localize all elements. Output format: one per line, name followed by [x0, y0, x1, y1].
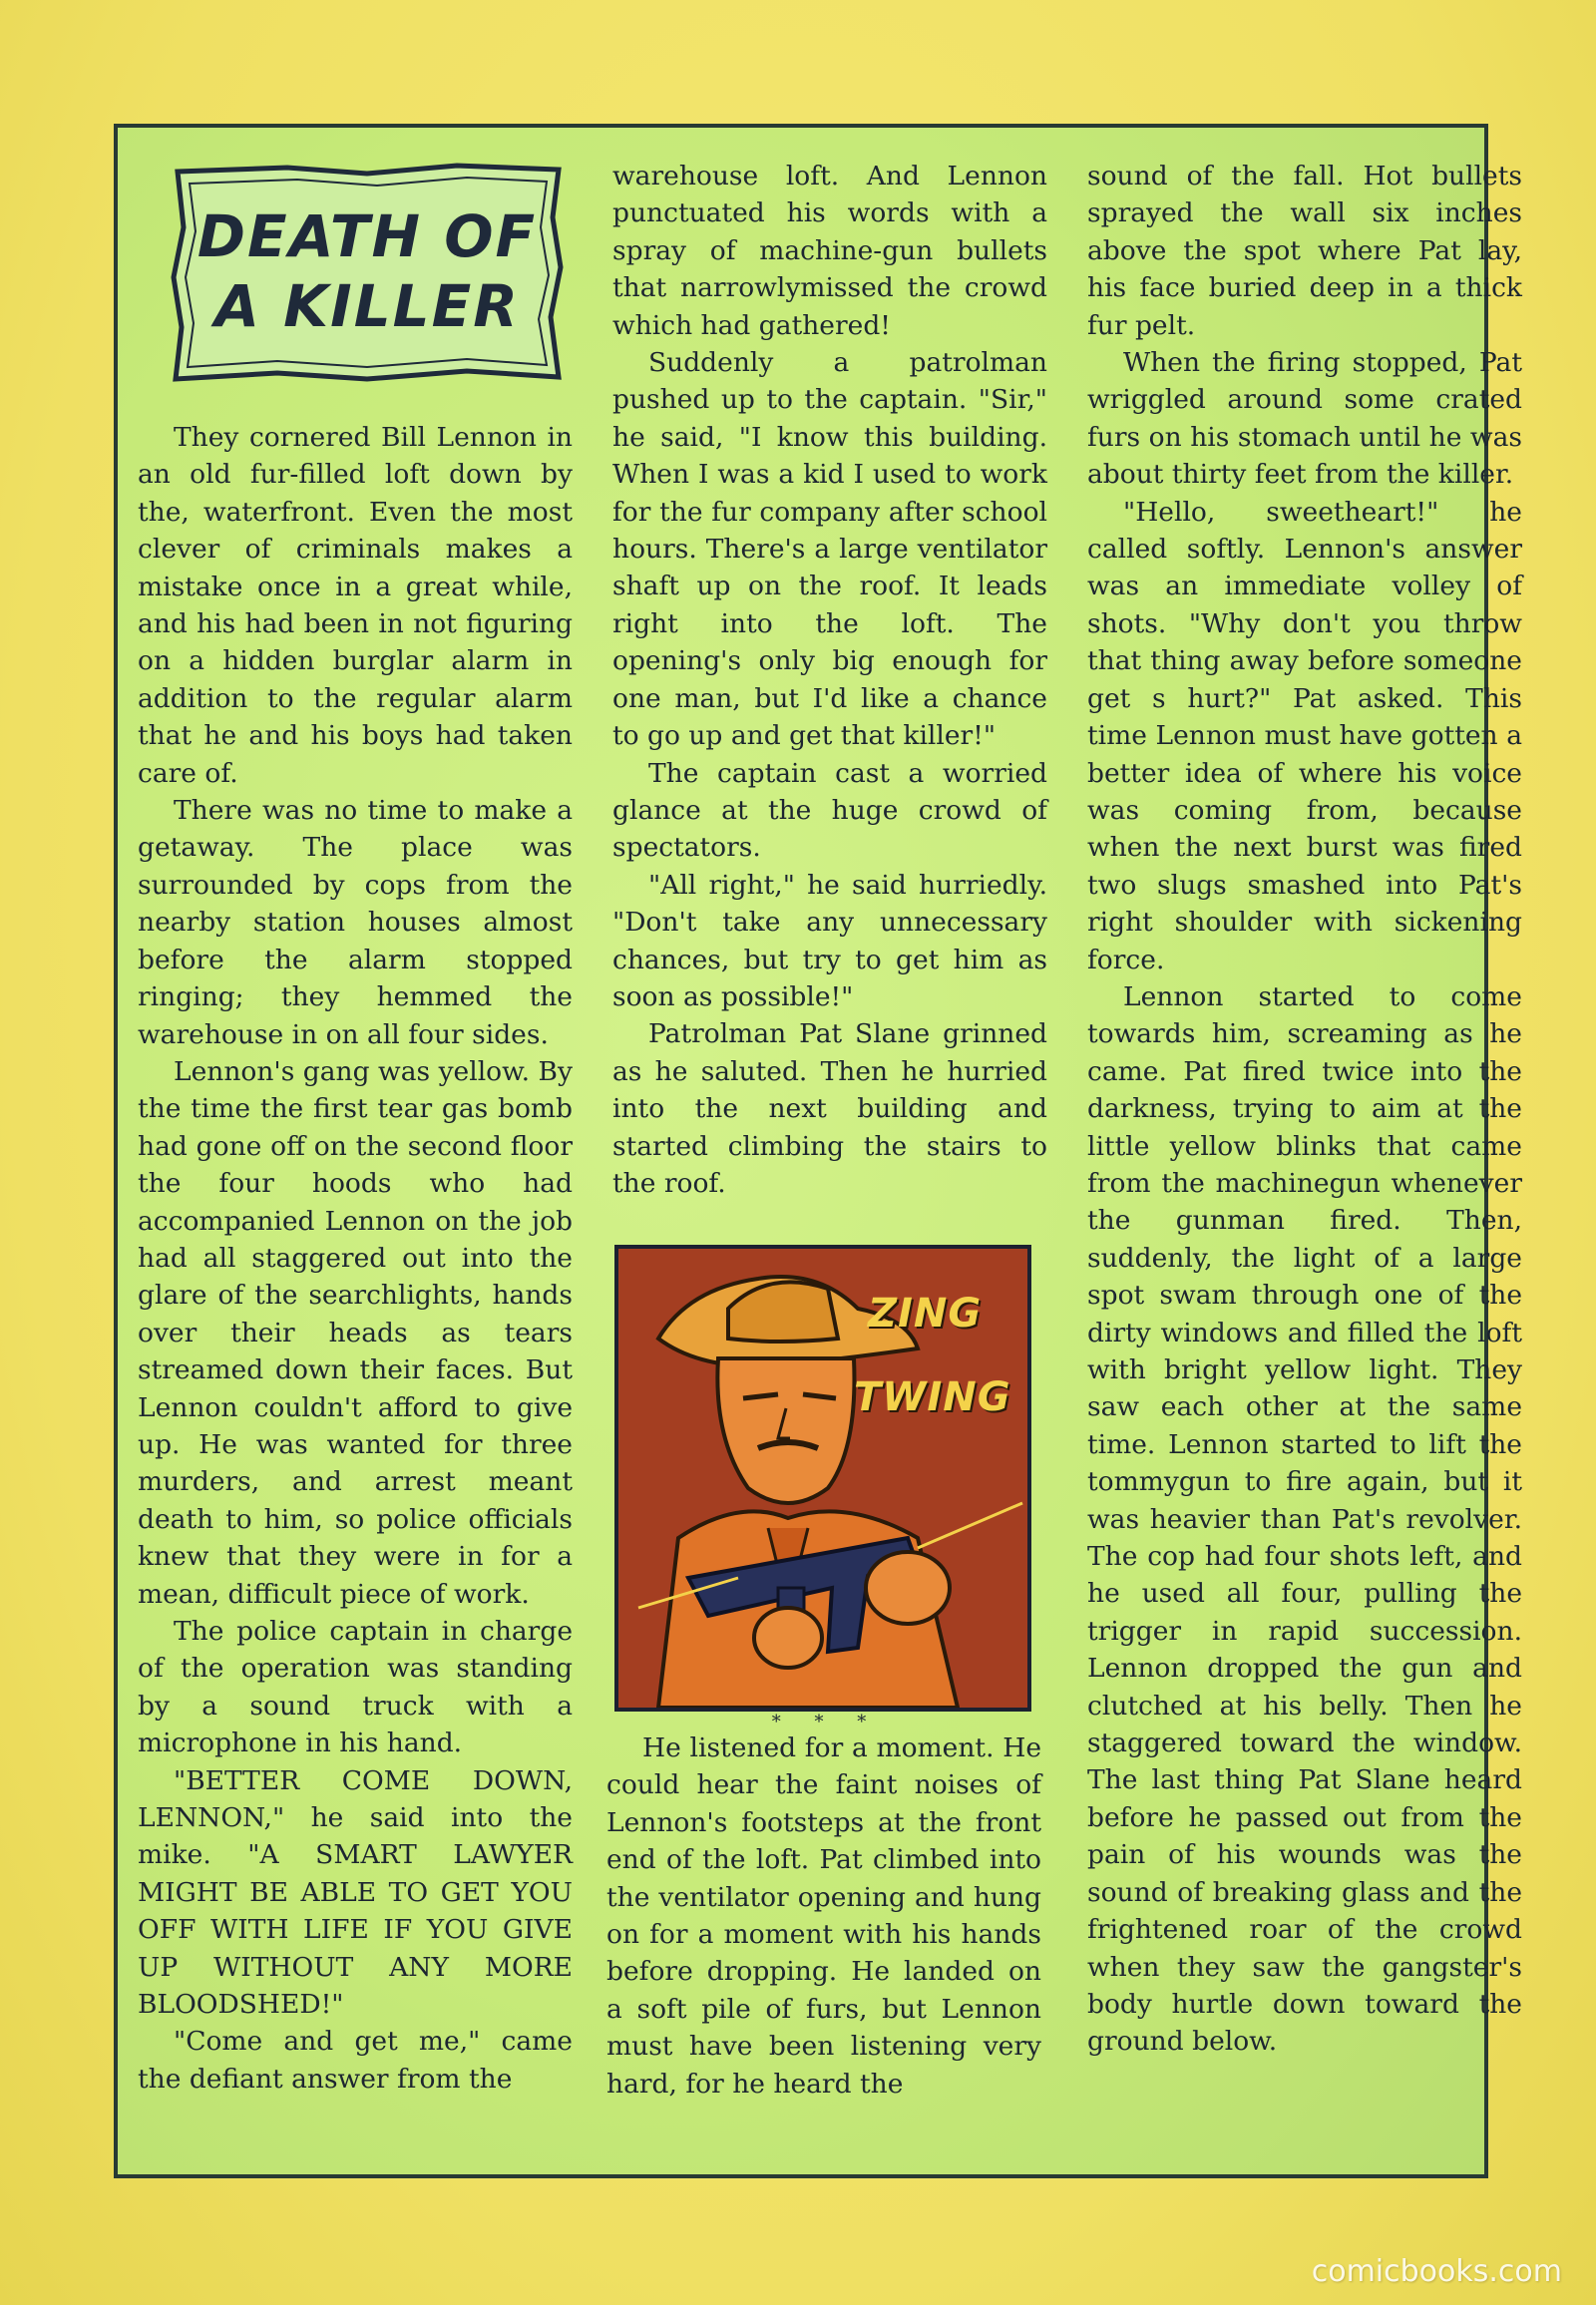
sfx-twing: TWING [854, 1374, 1011, 1420]
paragraph: The captain cast a worried glance at the huge crowd of spectators. [612, 757, 1047, 864]
paragraph: They cornered Bill Lennon in an old fur-filled loft down by the, waterfront. Even the most clever of criminals makes a mistake once in a great while, and his had been in not figuring on a hidden burglar alarm in addition to the regular alarm that he and his boys had taken care of. [138, 422, 573, 789]
paragraph: "BETTER COME DOWN, LENNON," he said into the mike. "A SMART LAWYER MIGHT BE ABLE TO GET YOU OFF WITH LIFE IF YOU GIVE UP WITHOUT ANY MORE BLOODSHED!" [138, 1764, 573, 2021]
column-2 [612, 158, 1047, 1202]
title-line-2: A KILLER [214, 272, 520, 340]
paragraph: When the firing stopped, Pat wriggled around some crated furs on his stomach until he was about thirty feet from the killer. [1087, 347, 1522, 491]
column-2-bottom [606, 1729, 1041, 2103]
story-title [168, 201, 567, 341]
paragraph: "Come and get me," came the defiant answer from the [138, 2026, 573, 2095]
gunman-illustration [614, 1245, 1031, 1712]
section-separator: * * * [771, 1712, 881, 1732]
story-panel [114, 124, 1522, 2178]
paragraph: Suddenly a patrolman pushed up to the captain. "Sir," he said, "I know this building. When I was a kid I used to work for the fur company after school hours. There's a large ventilator shaft up on the roof. It leads right into the loft. The opening's only big enough for one man, but I'd like a chance to go up and get that killer!" [612, 347, 1047, 752]
sfx-zing: ZING [868, 1291, 983, 1337]
paragraph: Patrolman Pat Slane grinned as he saluted. Then he hurried into the next building and started climbing the stairs to the roof. [612, 1018, 1047, 1199]
paragraph: "All right," he said hurriedly. "Don't take any unnecessary chances, but try to get him as soon as possible!" [612, 869, 1047, 1012]
watermark: comicbooks.com [1311, 2254, 1562, 2289]
paragraph: There was no time to make a getaway. The place was surrounded by cops from the nearby station houses almost before the alarm stopped ringing; they hemmed the warehouse in on all four sides. [138, 795, 573, 1050]
column-3 [1087, 158, 1522, 2061]
paragraph: Lennon started to come towards him, screaming as he came. Pat fired twice into the darkness, trying to aim at the little yellow blinks that came from the machinegun whenever the gunman fired. Then, suddenly, the light of a large spot swam through one of the dirty windows and filled the loft with bright yellow light. They saw each other at the same time. Lennon started to lift the tommygun to fire again, but it was heavier than Pat's revolver. The cop had four shots left, and he used all four, pulling the trigger in rapid succession. Lennon dropped the gun and clutched at his belly. Then he staggered toward the window. The last thing Pat Slane heard before he passed out from the pain of his wounds was the sound of breaking glass and the frightened roar of the crowd when they saw the gangster's body hurtle down toward the ground below. [1087, 980, 1522, 2058]
paragraph: warehouse loft. And Lennon punctuated his words with a spray of machine-gun bullets that narrowlymissed the crowd which had gathered! [612, 161, 1047, 341]
paragraph: sound of the fall. Hot bullets sprayed the wall six inches above the spot where Pat lay, his face buried deep in a thick fur pelt. [1087, 161, 1522, 341]
paragraph: He listened for a moment. He could hear the faint noises of Lennon's footsteps at the front end of the loft. Pat climbed into the ventilator opening and hung on for a moment with his hands before dropping. He landed on a soft pile of furs, but Lennon must have been listening very hard, for he heard the [606, 1732, 1041, 2100]
column-1 [138, 419, 573, 2098]
paragraph: The police captain in charge of the operation was standing by a sound truck with a microphone in his hand. [138, 1616, 573, 1759]
paragraph: Lennon's gang was yellow. By the time the first tear gas bomb had gone off on the second floor the four hoods who had accompanied Lennon on the job had all staggered out into the glare of the searchlights, hands over their heads as tears streamed down their faces. But Lennon couldn't afford to give up. He was wanted for three murders, and arrest meant death to him, so police officials knew that they were in for a mean, difficult piece of work. [138, 1055, 573, 1610]
title-box [168, 158, 567, 387]
paragraph: "Hello, sweetheart!" he called softly. Lennon's answer was an immediate volley of shots. "Why don't you throw that thing away before someone get s hurt?" Pat asked. This time Lennon must have gotten a better idea of where his voice was coming from, because when the next burst was fired two slugs smashed into Pat's right shoulder with sickening force. [1087, 496, 1522, 975]
title-line-1: DEATH OF [197, 202, 538, 270]
